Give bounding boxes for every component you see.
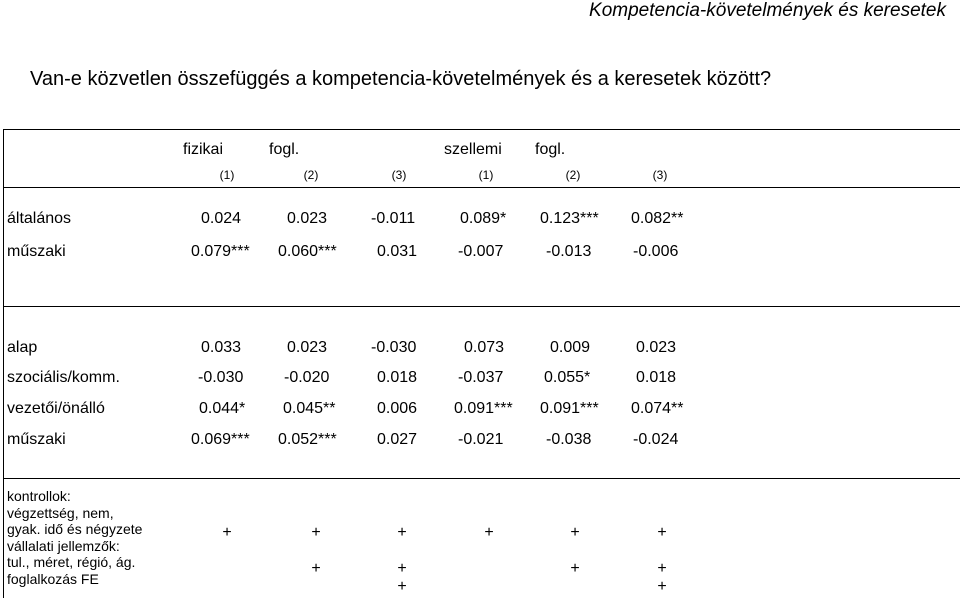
table-cell: -0.006 [633,243,679,260]
row-label-social: szociális/komm. [7,369,120,386]
separator-line [4,478,960,479]
table-cell: -0.011 [371,210,416,227]
controls-line: foglalkozás FE [7,570,99,587]
controls-line: végzettség, nem, [7,504,114,521]
control-mark: + [484,524,494,541]
slide-title: Kompetencia-követelmények és keresetek [589,0,946,21]
controls-line: tul., méret, régió, ág. [7,554,136,571]
table-cell: 0.079*** [191,243,250,260]
table-cell: 0.123*** [540,210,599,227]
table-cell: 0.074** [631,400,684,417]
slide-question: Van-e közvetlen összefüggés a kompetencia-követelmények és a keresetek között? [30,68,772,90]
row-label-basic: alap [7,339,38,356]
row-label-general: általános [7,210,72,227]
control-mark: + [311,524,321,541]
controls-line: kontrollok: [7,488,71,504]
table-cell: 0.073 [464,339,505,356]
row-label-technical: műszaki [7,243,66,260]
header-group-mental: szellemi [444,141,502,158]
column-number: (3) [391,168,407,182]
table-cell: 0.060*** [278,243,337,260]
table-cell: -0.024 [633,431,679,448]
table-cell: 0.044* [199,400,246,417]
table-cell: -0.007 [458,243,504,260]
column-number: (1) [478,168,494,182]
header-group-physical-fogl: fogl. [269,141,300,158]
control-mark: + [570,560,580,577]
table-cell: 0.031 [377,243,418,260]
separator-line [4,187,960,188]
controls-line: vállalati jellemzők: [7,537,120,554]
table-cell: 0.052*** [278,431,337,448]
column-number: (1) [219,168,235,182]
column-number: (2) [303,168,319,182]
table-cell: 0.033 [201,339,242,356]
controls-line: gyak. idő és négyzete [7,521,143,538]
row-label-leadership: vezetői/önálló [7,400,105,417]
table-cell: 0.082** [631,210,684,227]
table-cell: -0.037 [458,369,504,386]
table-cell: 0.006 [377,400,418,417]
table-cell: -0.013 [546,243,592,260]
column-number: (3) [652,168,668,182]
table-cell: 0.091*** [540,400,599,417]
table-cell: 0.091*** [454,400,513,417]
table-cell: 0.023 [636,339,677,356]
control-mark: + [311,560,321,577]
table-cell: 0.027 [377,431,418,448]
table-cell: 0.023 [287,210,328,227]
header-group-mental-fogl: fogl. [535,141,566,158]
row-label-technical-2: műszaki [7,431,66,448]
table-cell: 0.018 [636,369,677,386]
header-group-physical: fizikai [183,141,224,158]
table-cell: -0.021 [458,431,504,448]
control-mark: + [397,560,407,577]
control-mark: + [657,524,667,541]
control-mark: + [570,524,580,541]
results-table [3,129,960,598]
separator-line [4,306,960,307]
table-cell: 0.009 [550,339,591,356]
control-mark: + [657,560,667,577]
control-mark: + [222,524,232,541]
table-cell: -0.020 [284,369,330,386]
control-mark: + [397,578,407,595]
table-cell: 0.024 [201,210,242,227]
table-cell: -0.038 [546,431,592,448]
table-cell: -0.030 [198,369,244,386]
table-cell: 0.055* [544,369,591,386]
column-number: (2) [565,168,581,182]
control-mark: + [657,578,667,595]
table-cell: 0.069*** [191,431,250,448]
table-cell: 0.018 [377,369,418,386]
table-cell: 0.023 [287,339,328,356]
controls-list [7,488,142,588]
table-cell: 0.089* [460,210,507,227]
table-cell: -0.030 [371,339,417,356]
control-mark: + [397,524,407,541]
table-cell: 0.045** [283,400,336,417]
